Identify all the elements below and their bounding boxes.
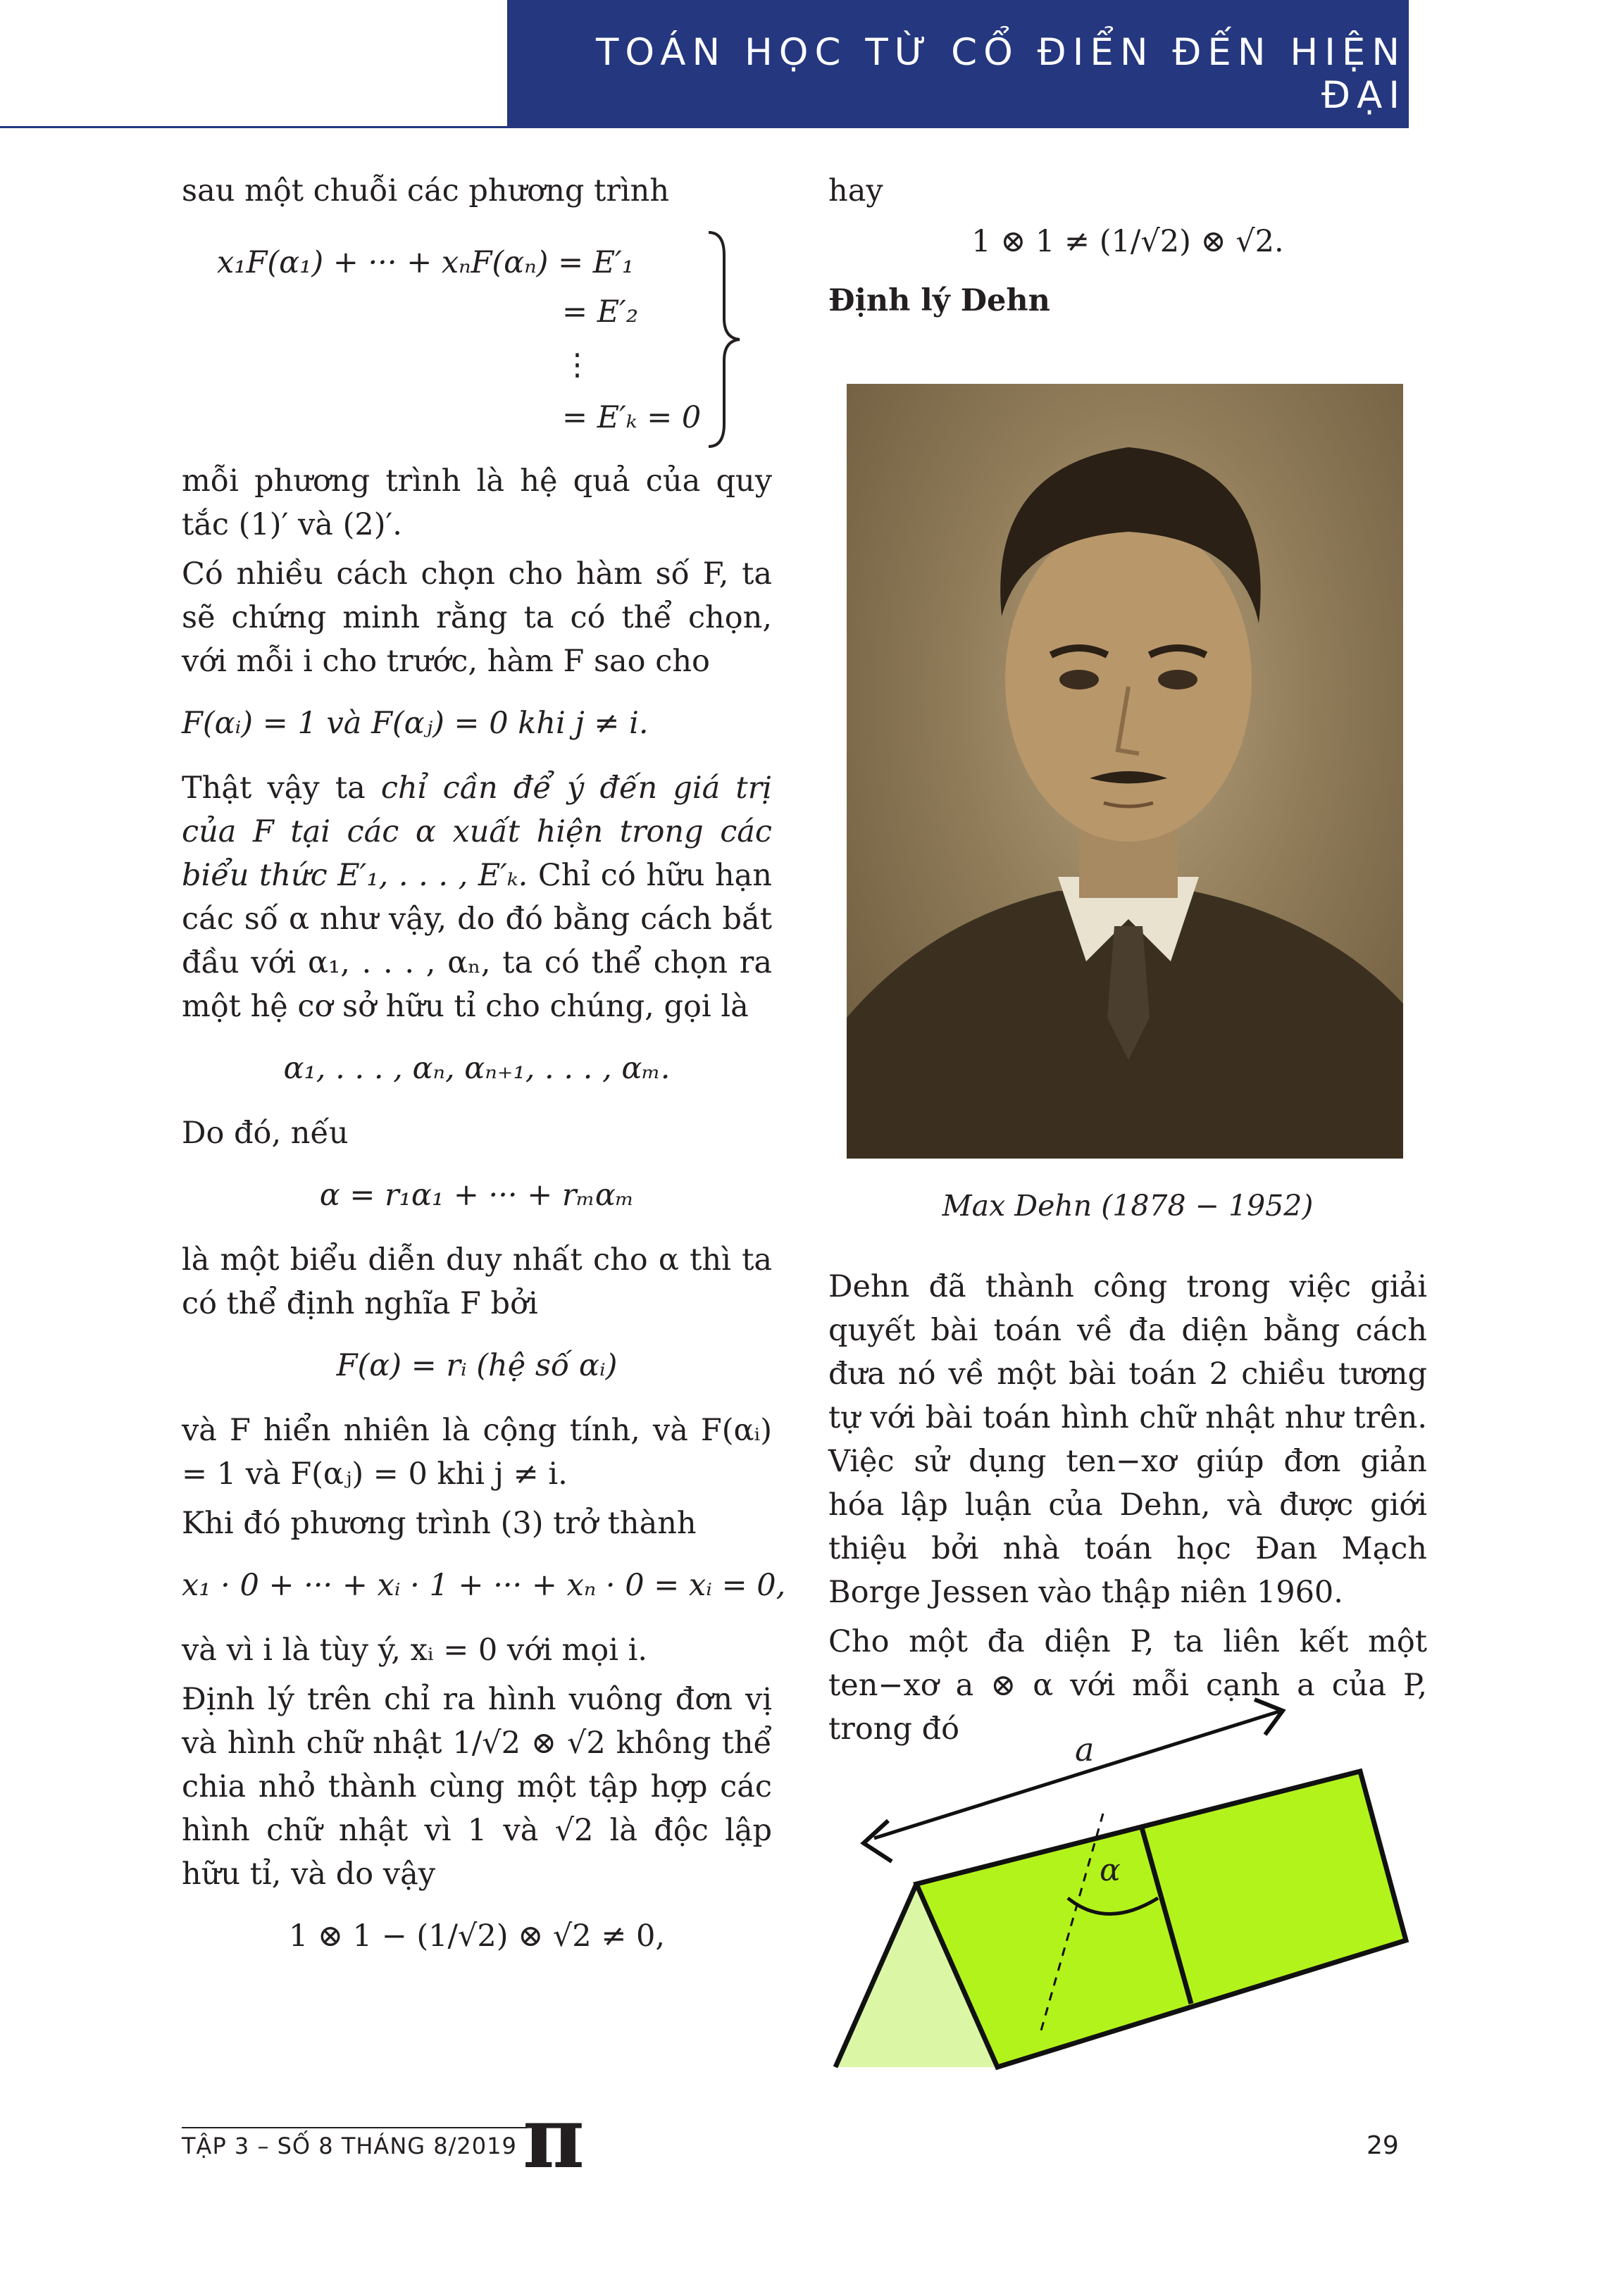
equation-F-alpha-i: F(αᵢ) = 1 và F(αⱼ) = 0 khi j ≠ i. <box>182 706 649 741</box>
equation-tensor-inequality: 1 ⊗ 1 ≠ (1/√2) ⊗ √2. <box>971 224 1284 259</box>
left-paragraph-3: Có nhiều cách chọn cho hàm số F, ta sẽ chứng minh rằng ta có thể chọn, với mỗi i cho trước, hàm F sao cho <box>182 556 772 679</box>
prism-top-face <box>916 1771 1406 2067</box>
equation-tensor-difference: 1 ⊗ 1 − (1/√2) ⊗ √2 ≠ 0, <box>288 1918 666 1954</box>
header-bar <box>507 0 1409 127</box>
left-paragraph-4: Thật vậy ta chỉ cần để ý đến giá trị của F tại các α xuất hiện trong các biểu thức E′₁, . . . , E′ₖ. Chỉ có hữu hạn các số α như vậy, do đó bằng cách bắt đầu với α₁, . . . , αₙ, ta có thể chọn ra một hệ cơ sở hữu tỉ cho chúng, gọi là <box>182 770 772 1024</box>
right-column-top <box>828 169 1427 337</box>
left-paragraph-2: mỗi phương trình là hệ quả của quy tắc (1)′ và (2)′. <box>182 463 772 542</box>
system-row-4: = E′ₖ = 0 <box>562 400 702 435</box>
svg-text:π: π <box>523 2102 585 2180</box>
pi-logo-icon <box>521 2102 592 2180</box>
right-paragraph-2: Dehn đã thành công trong việc giải quyết bài toán về đa diện bằng cách đưa nó về một bài toán 2 chiều tương tự với bài toán hình chữ nhật như trên. Việc sử dụng ten−xơ giúp đơn giản hóa lập luận của Dehn, và được giới thiệu bởi nhà toán học Đan Mạch Borge Jessen vào thập niên 1960. <box>828 1269 1427 1610</box>
footer-issue: TẬP 3 – SỐ 8 THÁNG 8/2019 <box>182 2133 517 2159</box>
equation-alpha-representation: α = r₁α₁ + ··· + rₘαₘ <box>319 1178 635 1213</box>
angle-label-alpha: α <box>1100 1852 1121 1888</box>
photo-caption: Max Dehn (1878 − 1952) <box>942 1189 1314 1223</box>
left-paragraph-1: sau một chuỗi các phương trình <box>182 173 670 208</box>
right-paragraph-3: Cho một đa diện P, ta liên kết một ten−xơ a ⊗ α với mỗi cạnh a của P, trong đó <box>828 1624 1427 1747</box>
equation-F-definition: F(α) = rᵢ (hệ số αᵢ) <box>336 1348 618 1383</box>
equation-system <box>182 227 772 452</box>
system-row-3: ⋮ <box>562 347 592 382</box>
left-paragraph-7: và F hiển nhiên là cộng tính, và F(αᵢ) = 1 và F(αⱼ) = 0 khi j ≠ i. <box>182 1413 772 1492</box>
footer-rule <box>182 2127 527 2128</box>
section-heading-dehn: Định lý Dehn <box>828 283 1050 318</box>
edge-label-a: a <box>1075 1730 1095 1768</box>
right-column-bottom <box>828 1265 1427 1757</box>
left-paragraph-8: Khi đó phương trình (3) trở thành <box>182 1506 697 1541</box>
right-paragraph-1: hay <box>828 173 883 208</box>
equation-3-reduced: x₁ · 0 + ··· + xᵢ · 1 + ··· + xₙ · 0 = xᵢ = 0, <box>182 1568 786 1603</box>
portrait-photo <box>847 384 1403 1159</box>
left-paragraph-6: là một biểu diễn duy nhất cho α thì ta có thể định nghĩa F bởi <box>182 1242 772 1321</box>
header-rule <box>0 126 1409 128</box>
system-row-1: x₁F(α₁) + ··· + xₙF(αₙ) = E′₁ <box>217 245 635 280</box>
header-title: TOÁN HỌC TỪ CỔ ĐIỂN ĐẾN HIỆN ĐẠI <box>596 31 1406 117</box>
equation-basis: α₁, . . . , αₙ, αₙ₊₁, . . . , αₘ. <box>283 1051 671 1086</box>
left-column <box>182 169 786 1979</box>
left-paragraph-9: và vì i là tùy ý, xᵢ = 0 với mọi i. <box>182 1633 648 1668</box>
system-row-2: = E′₂ <box>562 294 639 330</box>
italic-remark: chỉ cần để ý đến giá trị của F tại các α xuất hiện trong các biểu thức E′₁, . . . , E′ₖ. <box>182 770 772 893</box>
left-paragraph-10: Định lý trên chỉ ra hình vuông đơn vị và hình chữ nhật 1/√2 ⊗ √2 không thể chia nhỏ thành cùng một tập hợp các hình chữ nhật vì 1 và √2 là độc lập hữu tỉ, và do vậy <box>182 1682 772 1892</box>
left-paragraph-5: Do đó, nếu <box>182 1116 349 1151</box>
portrait-illustration <box>847 384 1403 1159</box>
right-brace-icon <box>703 227 745 452</box>
prism-figure <box>828 1687 1427 2109</box>
prism-diagram <box>828 1687 1427 2109</box>
page-number: 29 <box>1367 2131 1399 2160</box>
